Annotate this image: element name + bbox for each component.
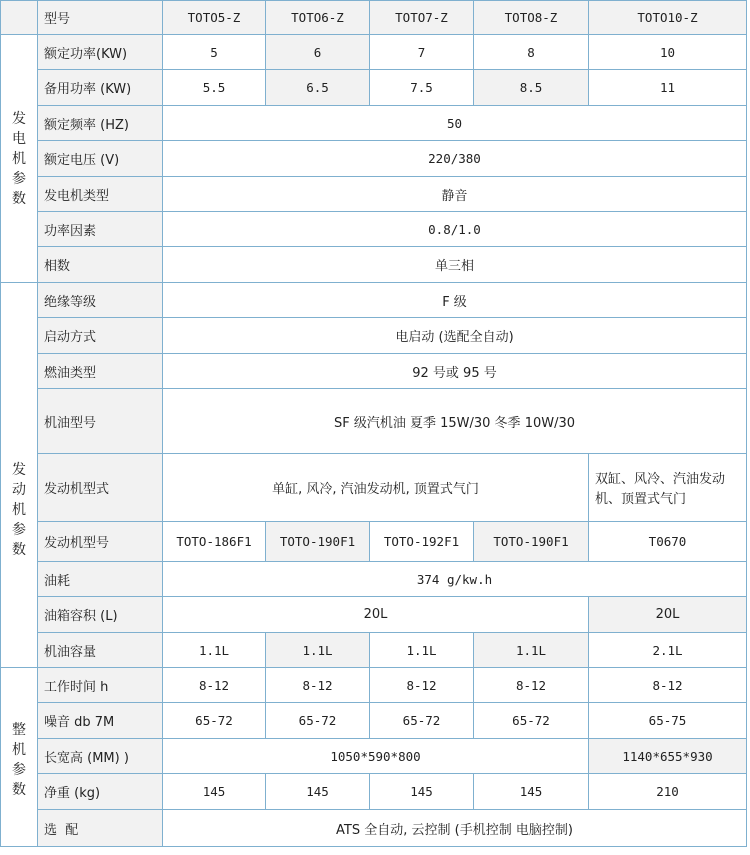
cell: 6.5: [266, 70, 370, 106]
cell: 65-72: [163, 703, 266, 739]
table-row: [1, 247, 747, 283]
row-label: 选 配: [38, 810, 163, 847]
model-header: TOTO6-Z: [266, 1, 370, 35]
table-row: [1, 522, 747, 562]
cell: 1.1L: [370, 633, 474, 668]
header-row: [1, 1, 747, 35]
table-row: [1, 70, 747, 106]
cell: T0670: [589, 522, 747, 562]
table-row: [1, 562, 747, 597]
table-row: [1, 354, 747, 389]
cell: F 级: [163, 283, 747, 318]
header-label: 型号: [38, 1, 163, 35]
group-engine: 发 动 机 参 数: [1, 283, 38, 668]
table-row: [1, 597, 747, 633]
cell: 单缸, 风冷, 汽油发动机, 顶置式气门: [163, 454, 589, 522]
cell: 0.8/1.0: [163, 212, 747, 247]
row-label: 启动方式: [38, 318, 163, 354]
table-row: [1, 739, 747, 774]
row-label: 发电机类型: [38, 177, 163, 212]
cell: 7: [370, 35, 474, 70]
table-row: [1, 668, 747, 703]
table-row: [1, 141, 747, 177]
row-label: 发动机型式: [38, 454, 163, 522]
row-label: 工作时间 h: [38, 668, 163, 703]
row-label: 额定电压 (V): [38, 141, 163, 177]
cell: 374 g/kw.h: [163, 562, 747, 597]
model-header: TOTO8-Z: [474, 1, 589, 35]
cell: 20L: [589, 597, 747, 633]
row-label: 机油容量: [38, 633, 163, 668]
cell: TOTO-186F1: [163, 522, 266, 562]
cell: 145: [163, 774, 266, 810]
table-row: [1, 318, 747, 354]
row-label: 油箱容积 (L): [38, 597, 163, 633]
cell: 双缸、风冷、汽油发动机、顶置式气门: [589, 454, 747, 522]
table-row: [1, 633, 747, 668]
cell: 1050*590*800: [163, 739, 589, 774]
row-label: 燃油类型: [38, 354, 163, 389]
model-header: TOTO7-Z: [370, 1, 474, 35]
row-label: 备用功率 (KW): [38, 70, 163, 106]
cell: 50: [163, 106, 747, 141]
model-header: TOTO5-Z: [163, 1, 266, 35]
group-unit: 整 机 参 数: [1, 668, 38, 847]
cell: TOTO-192F1: [370, 522, 474, 562]
cell: 145: [266, 774, 370, 810]
row-label: 绝缘等级: [38, 283, 163, 318]
row-label: 机油型号: [38, 389, 163, 454]
row-label: 噪音 db 7M: [38, 703, 163, 739]
table-row: [1, 106, 747, 141]
cell: 1140*655*930: [589, 739, 747, 774]
header-corner: [1, 1, 38, 35]
table-row: [1, 454, 747, 522]
table-row: [1, 774, 747, 810]
table-row: [1, 283, 747, 318]
cell: 92 号或 95 号: [163, 354, 747, 389]
row-label: 长宽高 (MM) ): [38, 739, 163, 774]
cell: 5.5: [163, 70, 266, 106]
cell: SF 级汽机油 夏季 15W/30 冬季 10W/30: [163, 389, 747, 454]
cell: 220/380: [163, 141, 747, 177]
cell: 静音: [163, 177, 747, 212]
row-label: 净重 (kg): [38, 774, 163, 810]
cell: 65-72: [266, 703, 370, 739]
table-row: [1, 35, 747, 70]
group-generator: 发 电 机 参 数: [1, 35, 38, 283]
row-label: 额定功率(KW): [38, 35, 163, 70]
cell: 10: [589, 35, 747, 70]
cell: 8-12: [370, 668, 474, 703]
cell: 20L: [163, 597, 589, 633]
row-label: 相数: [38, 247, 163, 283]
cell: 8.5: [474, 70, 589, 106]
cell: 2.1L: [589, 633, 747, 668]
table-row: [1, 177, 747, 212]
cell: 65-72: [474, 703, 589, 739]
cell: 1.1L: [266, 633, 370, 668]
table-row: [1, 389, 747, 454]
table-row: [1, 703, 747, 739]
cell: 8-12: [163, 668, 266, 703]
cell: 单三相: [163, 247, 747, 283]
row-label: 油耗: [38, 562, 163, 597]
cell: 8: [474, 35, 589, 70]
row-label: 功率因素: [38, 212, 163, 247]
row-label: 发动机型号: [38, 522, 163, 562]
cell: 电启动 (选配全自动): [163, 318, 747, 354]
cell: 210: [589, 774, 747, 810]
cell: 65-75: [589, 703, 747, 739]
cell: 1.1L: [474, 633, 589, 668]
cell: 6: [266, 35, 370, 70]
cell: 145: [474, 774, 589, 810]
table-row: [1, 212, 747, 247]
row-label: 额定频率 (HZ): [38, 106, 163, 141]
table-row: [1, 810, 747, 847]
cell: 145: [370, 774, 474, 810]
cell: 65-72: [370, 703, 474, 739]
model-header: TOTO10-Z: [589, 1, 747, 35]
cell: TOTO-190F1: [474, 522, 589, 562]
cell: 8-12: [474, 668, 589, 703]
cell: 11: [589, 70, 747, 106]
cell: TOTO-190F1: [266, 522, 370, 562]
cell: ATS 全自动, 云控制 (手机控制 电脑控制): [163, 810, 747, 847]
cell: 1.1L: [163, 633, 266, 668]
cell: 5: [163, 35, 266, 70]
cell: 8-12: [589, 668, 747, 703]
cell: 7.5: [370, 70, 474, 106]
cell: 8-12: [266, 668, 370, 703]
